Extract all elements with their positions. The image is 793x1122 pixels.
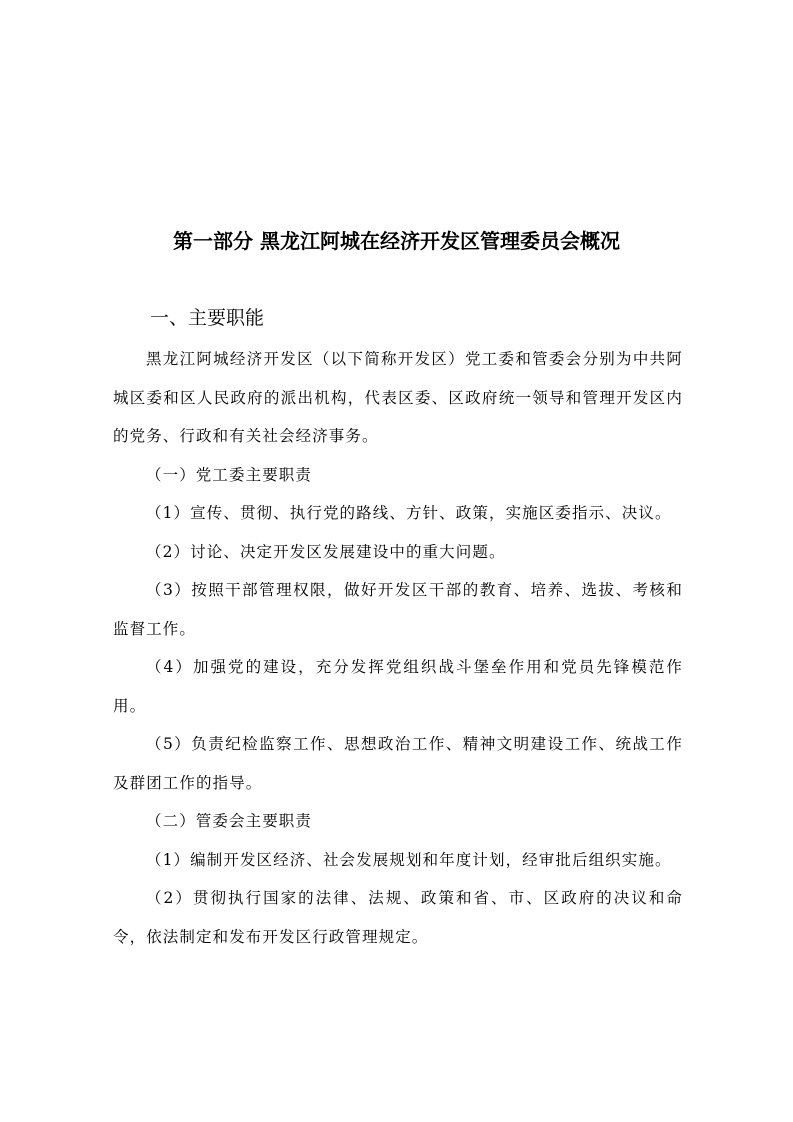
party-committee-heading: （一）党工委主要职责 [146,465,313,484]
party-duty-item: （1）宣传、贯彻、执行党的路线、方针、政策，实施区委指示、决议。 [146,504,672,522]
section-heading: 一、主要职能 [150,307,265,329]
document-body [113,340,683,956]
management-committee-heading: （二）管委会主要职责 [146,812,313,830]
party-duty-item: （4）加强党的建设，充分发挥党组织战斗堡垒作用和党员先锋模范作用。 [113,658,683,715]
page-title: 第一部分 黑龙江阿城在经济开发区管理委员会概况 [173,229,620,253]
party-duty-item: （3）按照干部管理权限，做好开发区干部的教育、培养、选拔、考核和监督工作。 [113,581,683,638]
party-duty-item: （5）负责纪检监察工作、思想政治工作、精神文明建设工作、统战工作及群团工作的指导。 [113,735,683,792]
party-duty-item: （2）讨论、决定开发区发展建设中的重大问题。 [146,542,506,561]
intro-paragraph: 黑龙江阿城经济开发区（以下简称开发区）党工委和管委会分别为中共阿城区委和区人民政府的派出机构，代表区委、区政府统一领导和管理开发区内的党务、行政和有关社会经济事务。 [113,350,683,445]
management-duty-item: （1）编制开发区经济、社会发展规划和年度计划，经审批后组织实施。 [146,850,672,869]
management-duty-item: （2）贯彻执行国家的法律、法规、政策和省、市、区政府的决议和命令，依法制定和发布开发区行政管理规定。 [113,889,683,946]
